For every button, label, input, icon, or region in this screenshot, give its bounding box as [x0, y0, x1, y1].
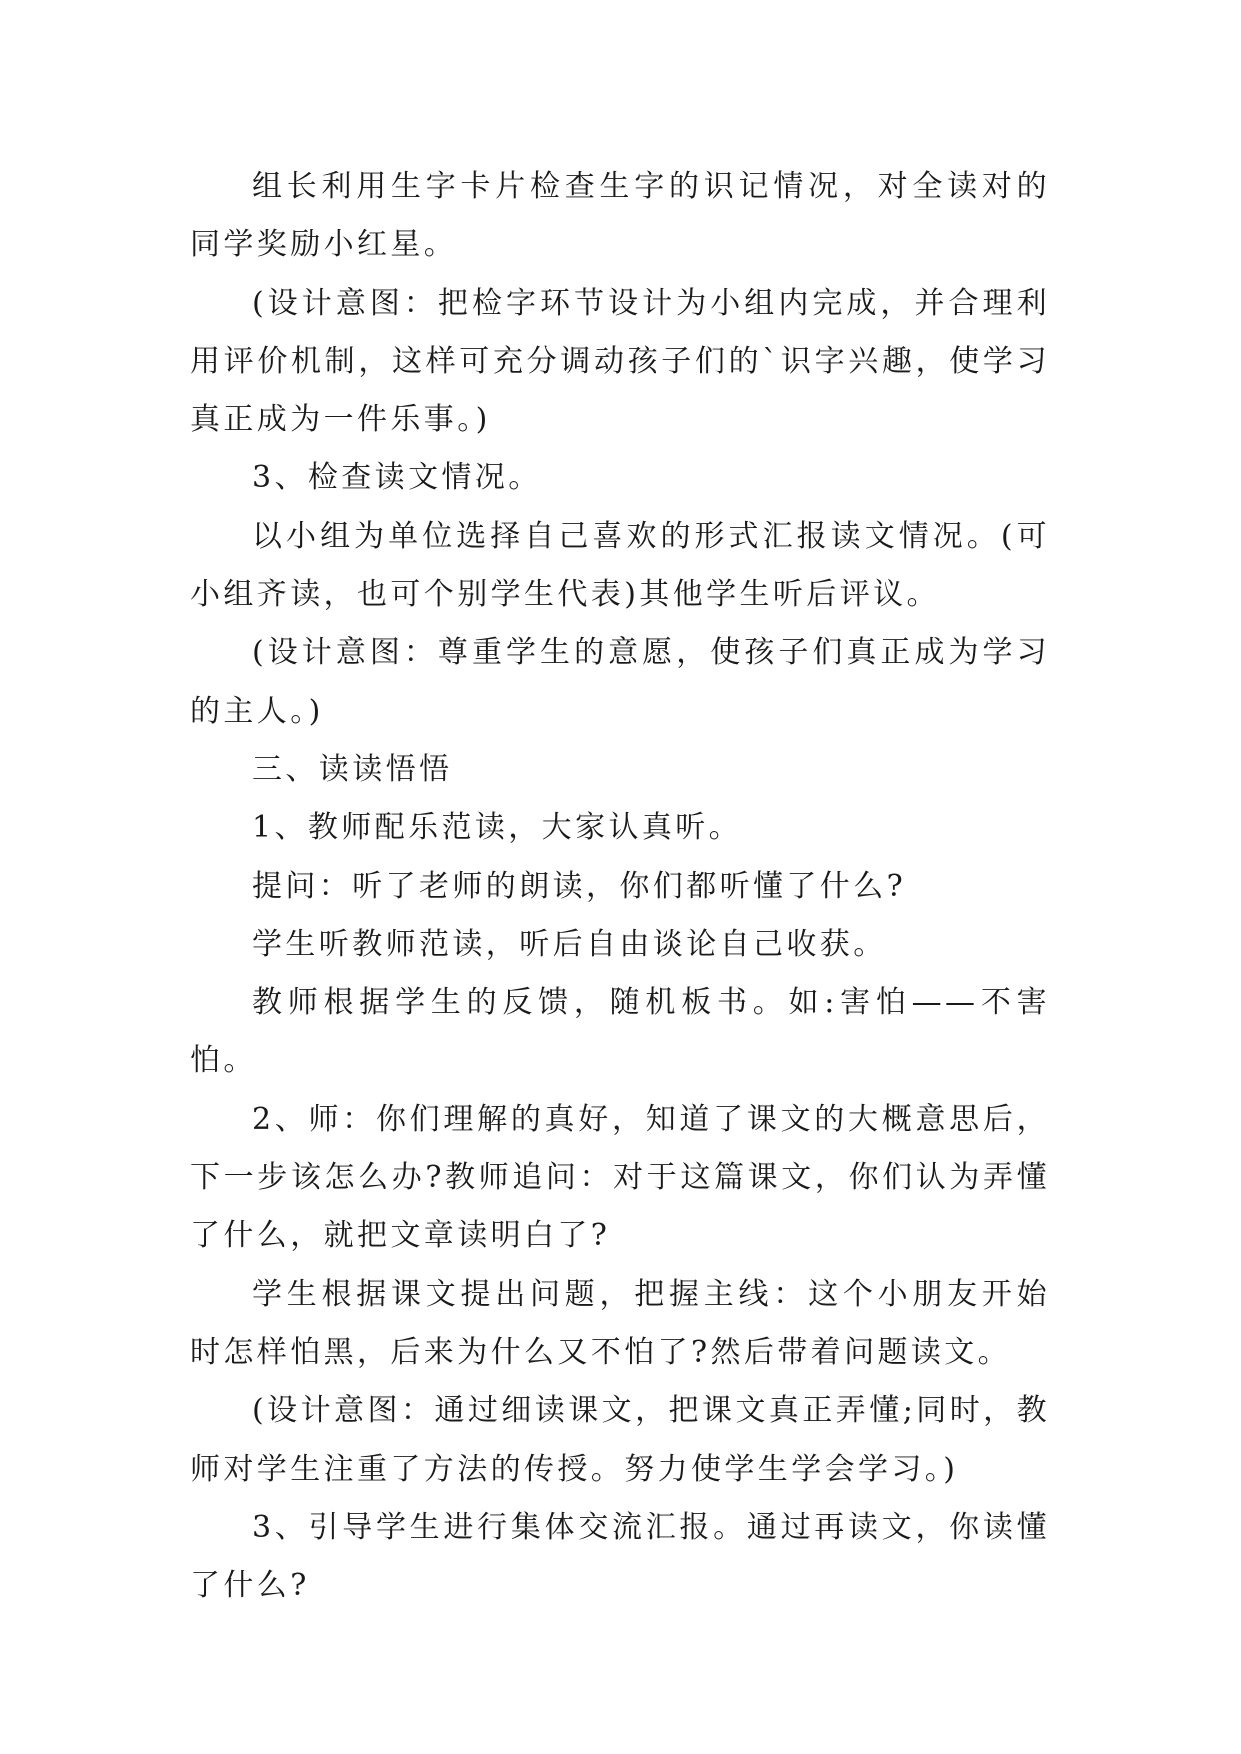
- paragraph: 学生根据课文提出问题，把握主线：这个小朋友开始时怎样怕黑，后来为什么又不怕了?然后带着问题读文。: [190, 1276, 1050, 1370]
- paragraph: (设计意图：把检字环节设计为小组内完成，并合理利用评价机制，这样可充分调动孩子们的`识字兴趣，使学习真正成为一件乐事。): [190, 285, 1050, 438]
- paragraph: 3、检查读文情况。: [252, 460, 542, 496]
- paragraph: (设计意图：通过细读课文，把课文真正弄懂;同时，教师对学生注重了方法的传授。努力使学生学会学习。): [190, 1393, 1050, 1487]
- paragraph: 以小组为单位选择自己喜欢的形式汇报读文情况。(可小组齐读，也可个别学生代表)其他学生听后评议。: [190, 518, 1050, 613]
- paragraph: 2、师：你们理解的真好，知道了课文的大概意思后，下一步该怎么办?教师追问：对于这篇课文，你们认为弄懂了什么，就把文章读明白了?: [190, 1101, 1050, 1254]
- paragraph: 提问：听了老师的朗读，你们都听懂了什么?: [252, 868, 907, 904]
- paragraph: 学生听教师范读，听后自由谈论自己收获。: [252, 926, 887, 962]
- paragraph: 3、引导学生进行集体交流汇报。通过再读文，你读懂了什么?: [190, 1509, 1050, 1604]
- document-body: [190, 158, 1050, 1615]
- paragraph: 组长利用生字卡片检查生字的识记情况，对全读对的同学奖励小红星。: [190, 169, 1050, 263]
- section-heading: 三、读读悟悟: [252, 751, 453, 787]
- paragraph: 1、教师配乐范读，大家认真听。: [252, 810, 743, 846]
- paragraph: (设计意图：尊重学生的意愿，使孩子们真正成为学习的主人。): [190, 635, 1050, 729]
- paragraph: 教师根据学生的反馈，随机板书。如:害怕——不害怕。: [190, 985, 1050, 1079]
